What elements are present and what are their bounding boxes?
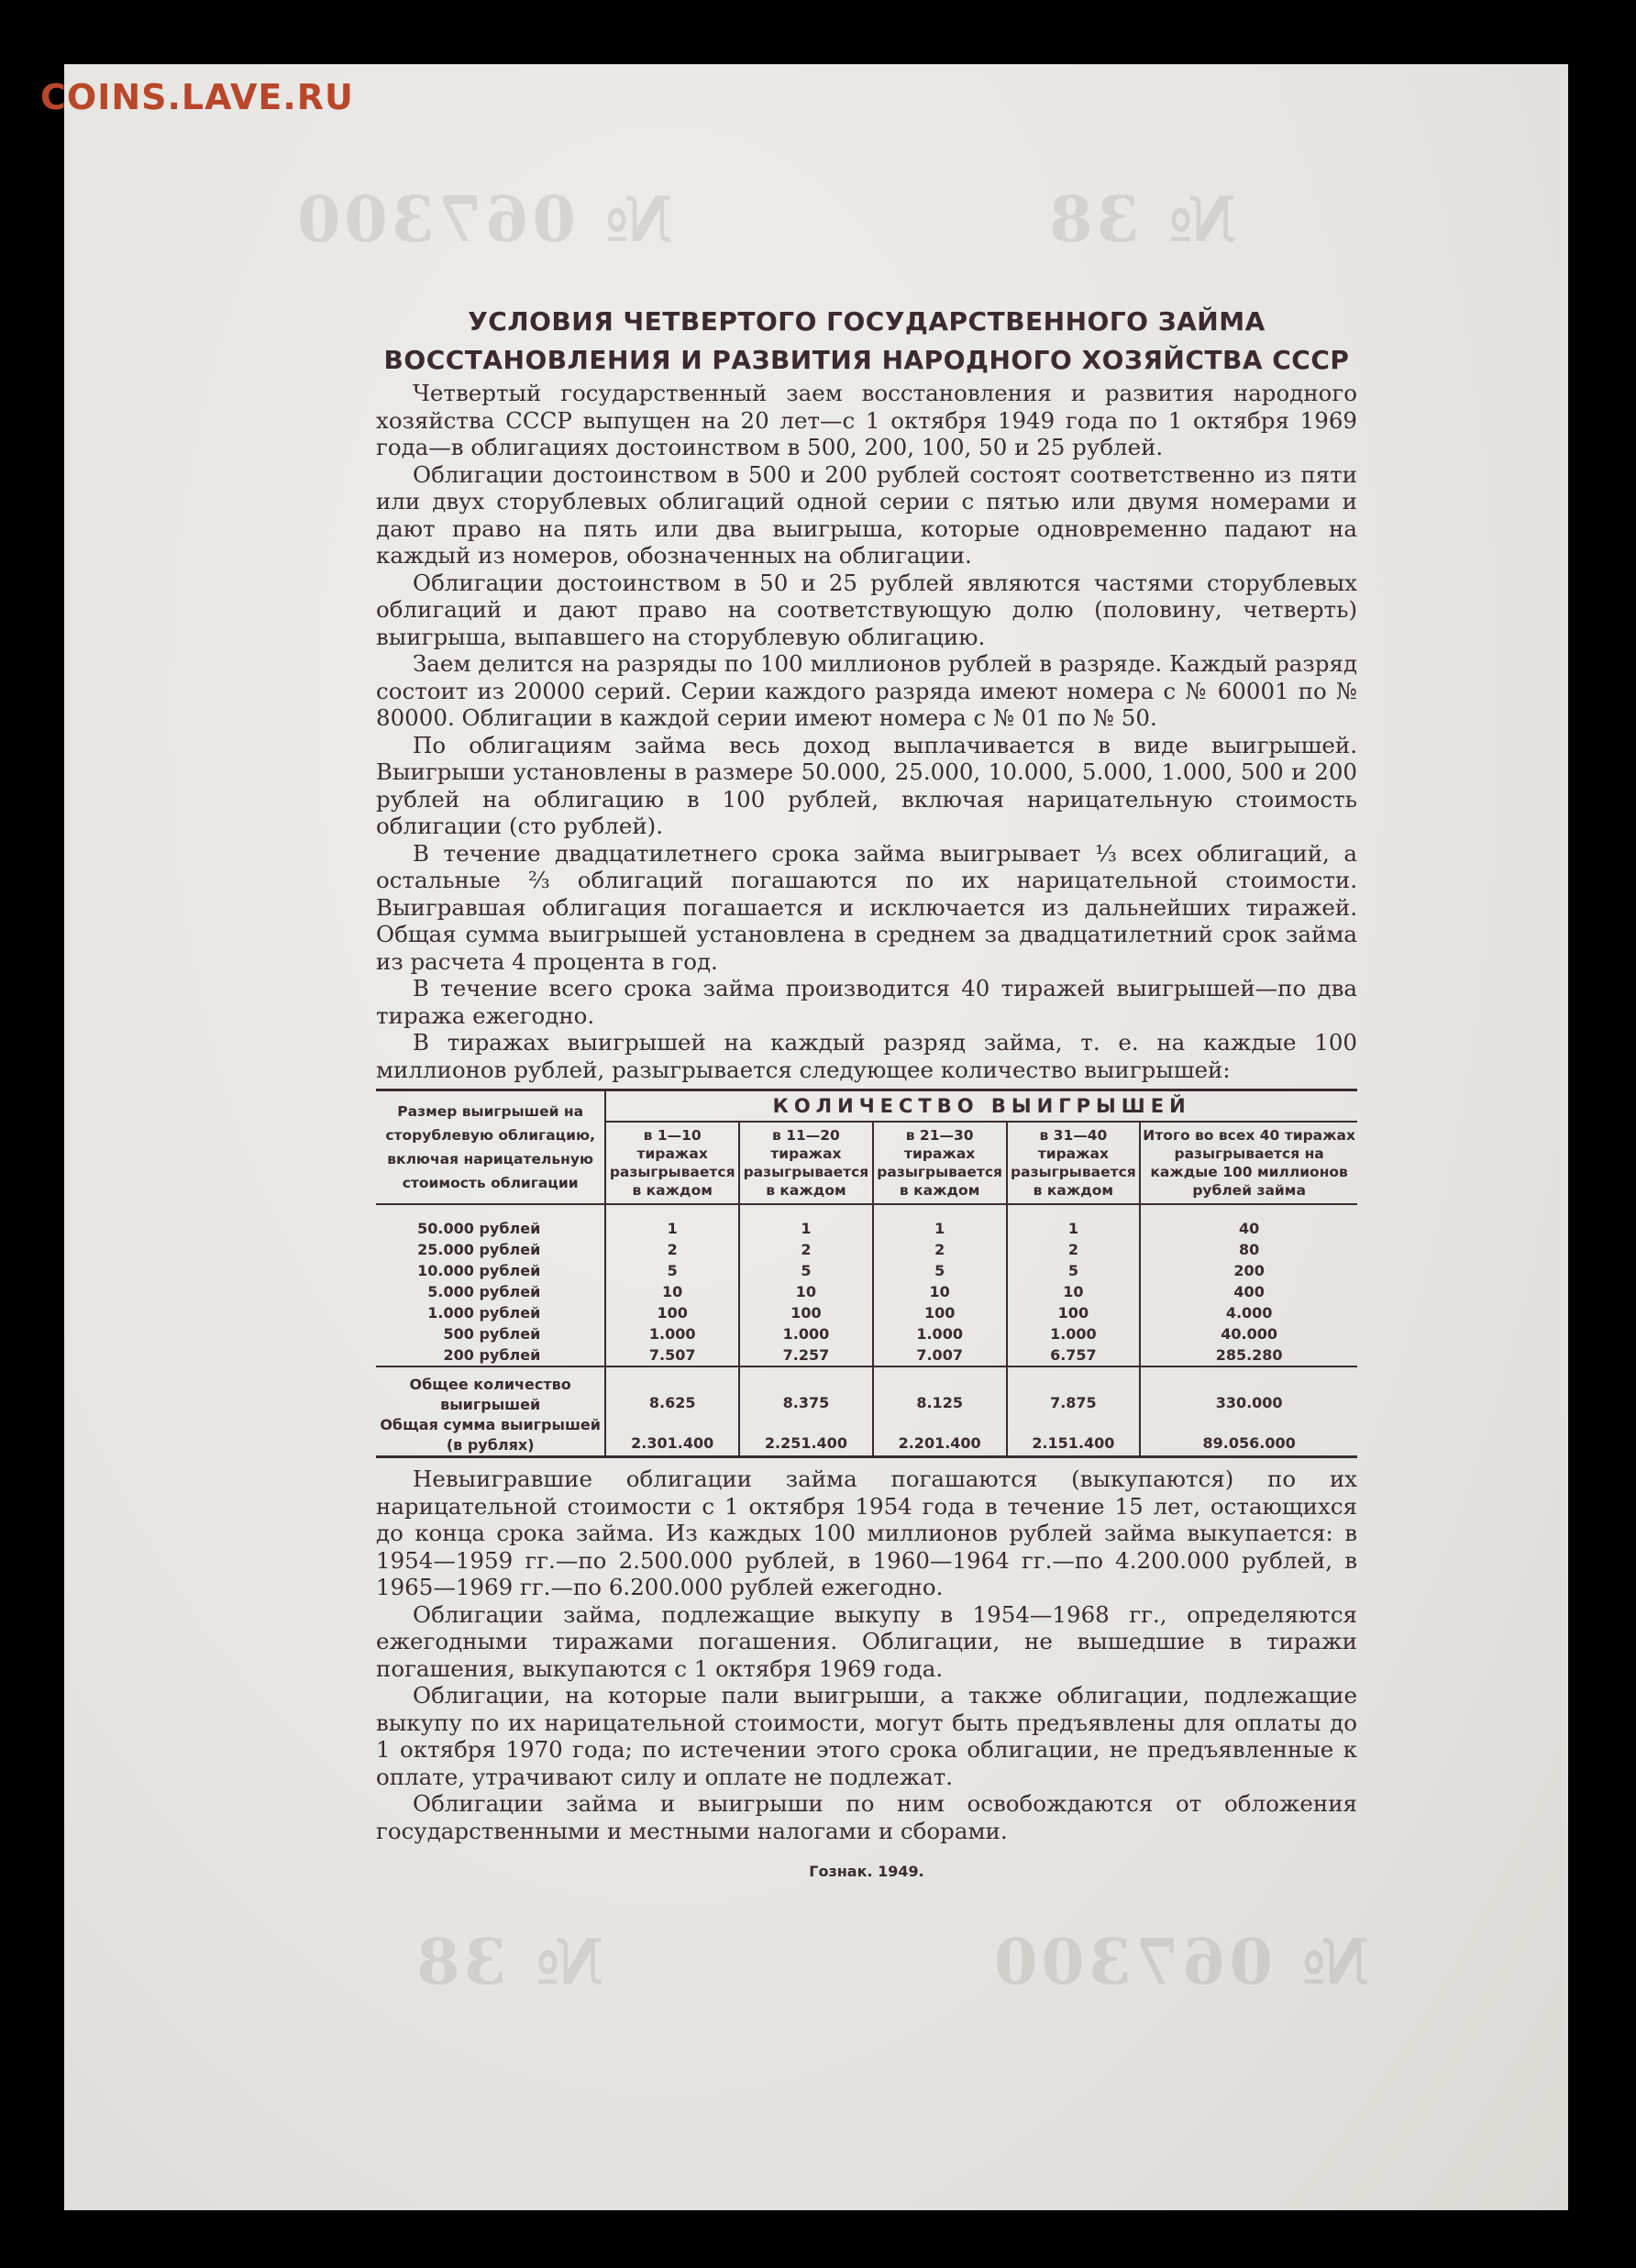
cell: 7.875: [1007, 1375, 1141, 1415]
cell: 5: [605, 1260, 739, 1281]
cell: 7.257: [739, 1344, 873, 1366]
paragraph: В течение всего срока займа производится 40 тиражей выигрышей—по два тиража ежегодно.: [376, 975, 1357, 1029]
column-header: в 11—20 тиражах разыгрывается в каждом: [739, 1122, 873, 1204]
cell: 100: [739, 1302, 873, 1323]
cell: 5: [1007, 1260, 1141, 1281]
cell: 330.000: [1215, 1394, 1283, 1411]
table-row: [376, 1302, 1357, 1323]
cell: 1: [739, 1218, 873, 1239]
cell: 5: [739, 1260, 873, 1281]
table-row: [376, 1323, 1357, 1344]
winnings-table: [376, 1089, 1357, 1458]
title-line-1: УСЛОВИЯ ЧЕТВЕРТОГО ГОСУДАРСТВЕННОГО ЗАЙМА: [468, 306, 1266, 337]
site-watermark: COINS.LAVE.RU: [40, 77, 354, 117]
bond-conditions: [376, 303, 1357, 1880]
row-label: 500 рублей: [376, 1323, 605, 1344]
cell: 40: [1238, 1220, 1260, 1237]
cell: 100: [605, 1302, 739, 1323]
table-row: [376, 1260, 1357, 1281]
cell: 4.000: [1225, 1304, 1273, 1322]
paragraph: Облигации достоинством в 50 и 25 рублей являются частями сторублевых облигаций и дают право на соответствующую долю (половину, четверть) выигрыша, выпавшего на сторублевую облигацию.: [376, 569, 1357, 650]
table-row: [376, 1281, 1357, 1302]
column-header: в 21—30 тиражах разыгрывается в каждом: [873, 1122, 1007, 1204]
total-sum-label: Общая сумма выигрышей (в рублях): [376, 1415, 605, 1457]
cell: 8.625: [605, 1375, 739, 1415]
column-header: Итого во всех 40 тиражах разыгрывается на каждые 100 миллионов рублей займа: [1140, 1122, 1357, 1204]
cell: 285.280: [1215, 1346, 1283, 1364]
paragraph: Облигации достоинством в 500 и 200 рублей состоят соответственно из пяти или двух сторублевых облигаций одной серии с пятью или двумя номерами и дают право на пять или два выигрыша, которые одновременно падают на каждый из номеров, обозначенных на облигации.: [376, 460, 1357, 569]
cell: 6.757: [1007, 1344, 1141, 1366]
cell: 2: [873, 1239, 1007, 1260]
row-label: 50.000 рублей: [376, 1218, 605, 1239]
total-count-label: Общее количество выигрышей: [376, 1375, 605, 1415]
cell: 1: [873, 1218, 1007, 1239]
ghost-number-bottom: № 067300: [990, 1926, 1370, 1999]
cell: 1: [1007, 1218, 1141, 1239]
paragraph: В течение двадцатилетнего срока займа выигрывает ⅓ всех облигаций, а остальные ⅔ облигаций погашаются по их нарицательной стоимости. Выигравшая облигация погашается и исключается из дальнейших тиражей. Общая сумма выигрышей установлена в среднем за двадцатилетний срок займа из расчета 4 процента в год.: [376, 839, 1357, 975]
cell: 89.056.000: [1202, 1434, 1296, 1452]
ghost-number-top: № 067300: [293, 183, 673, 257]
cell: 10: [1007, 1281, 1141, 1302]
table-group-header: КОЛИЧЕСТВО ВЫИГРЫШЕЙ: [605, 1090, 1357, 1123]
title-line-2: ВОССТАНОВЛЕНИЯ И РАЗВИТИЯ НАРОДНОГО ХОЗЯЙСТВА СССР: [383, 345, 1350, 375]
paragraph: Облигации, на которые пали выигрыши, а также облигации, подлежащие выкупу по их нарицательной стоимости, могут быть предъявлены для оплаты до 1 октября 1970 года; по истечении этого срока облигации, не предъявленные к оплате, утрачивают силу и оплате не подлежат.: [376, 1682, 1357, 1790]
row-label: 10.000 рублей: [376, 1260, 605, 1281]
cell: 100: [1007, 1302, 1141, 1323]
column-header: в 1—10 тиражах разыгрывается в каждом: [605, 1122, 739, 1204]
printer-imprint: Гознак. 1949.: [809, 1863, 924, 1880]
row-label: 25.000 рублей: [376, 1239, 605, 1260]
cell: 100: [873, 1302, 1007, 1323]
ghost-series-bottom: № 38: [413, 1926, 604, 1999]
cell: 10: [873, 1281, 1007, 1302]
cell: 2.251.400: [739, 1415, 873, 1457]
cell: 10: [605, 1281, 739, 1302]
paragraph: Облигации займа, подлежащие выкупу в 1954—1968 гг., определяются ежегодными тиражами погашения. Облигации, не вышедшие в тиражи погашения, выкупаются с 1 октября 1969 года.: [376, 1600, 1357, 1682]
cell: 2.151.400: [1007, 1415, 1141, 1457]
cell: 5: [873, 1260, 1007, 1281]
row-label: 200 рублей: [376, 1344, 605, 1366]
ghost-series-top: № 38: [1045, 183, 1237, 257]
cell: 1.000: [873, 1323, 1007, 1344]
cell: 1: [605, 1218, 739, 1239]
row-label: 1.000 рублей: [376, 1302, 605, 1323]
row-label: 5.000 рублей: [376, 1281, 605, 1302]
cell: 1.000: [605, 1323, 739, 1344]
paragraph: По облигациям займа весь доход выплачивается в виде выигрышей. Выигрыши установлены в размере 50.000, 25.000, 10.000, 5.000, 1.000, 500 и 200 рублей на облигацию в 100 рублей, включая нарицательную стоимость облигации (сто рублей).: [376, 731, 1357, 839]
cell: 10: [739, 1281, 873, 1302]
paragraph: Невыигравшие облигации займа погашаются (выкупаются) по их нарицательной стоимости с 1 октября 1954 года в течение 15 лет, остающихся до конца срока займа. Из каждых 100 миллионов рублей займа выкупается: в 1954—1959 гг.—по 2.500.000 рублей, в 1960—1964 гг.—по 4.200.000 рублей, в 1965—1969 гг.—по 6.200.000 рублей ежегодно.: [376, 1466, 1357, 1600]
paragraph: В тиражах выигрышей на каждый разряд займа, т. е. на каждые 100 миллионов рублей, разыгрывается следующее количество выигрышей:: [376, 1029, 1357, 1083]
paragraph: Четвертый государственный заем восстановления и развития народного хозяйства СССР выпущен на 20 лет—с 1 октября 1949 года по 1 октября 1969 года—в облигациях достоинством в 500, 200, 100, 50 и 25 рублей.: [376, 380, 1357, 460]
cell: 80: [1238, 1241, 1260, 1258]
cell: 8.125: [873, 1375, 1007, 1415]
column-header: в 31—40 тиражах разыгрывается в каждом: [1007, 1122, 1141, 1204]
cell: 7.007: [873, 1344, 1007, 1366]
cell: 2: [739, 1239, 873, 1260]
table-row: [376, 1239, 1357, 1260]
cell: 400: [1233, 1283, 1265, 1300]
paragraph: Заем делится на разряды по 100 миллионов рублей в разряде. Каждый разряд состоит из 20000 серий. Серии каждого разряда имеют номера с № 60001 по № 80000. Облигации в каждой серии имеют номера с № 01 по № 50.: [376, 650, 1357, 731]
cell: 2: [1007, 1239, 1141, 1260]
cell: 8.375: [739, 1375, 873, 1415]
cell: 2: [605, 1239, 739, 1260]
cell: 1.000: [739, 1323, 873, 1344]
cell: 7.507: [605, 1344, 739, 1366]
total-count-row: [376, 1375, 1357, 1415]
total-sum-row: [376, 1415, 1357, 1457]
cell: 1.000: [1007, 1323, 1141, 1344]
table-row: [376, 1218, 1357, 1239]
table-row: [376, 1344, 1357, 1366]
cell: 40.000: [1221, 1325, 1277, 1343]
cell: 2.201.400: [873, 1415, 1007, 1457]
cell: 200: [1233, 1262, 1265, 1279]
paragraph: Облигации займа и выигрыши по ним освобождаются от обложения государственными и местными налогами и сборами.: [376, 1790, 1357, 1844]
cell: 2.301.400: [605, 1415, 739, 1457]
table-corner-header: Размер выигрышей на сторублевую облигацию, включая нарицательную стоимость облигации: [376, 1090, 605, 1205]
